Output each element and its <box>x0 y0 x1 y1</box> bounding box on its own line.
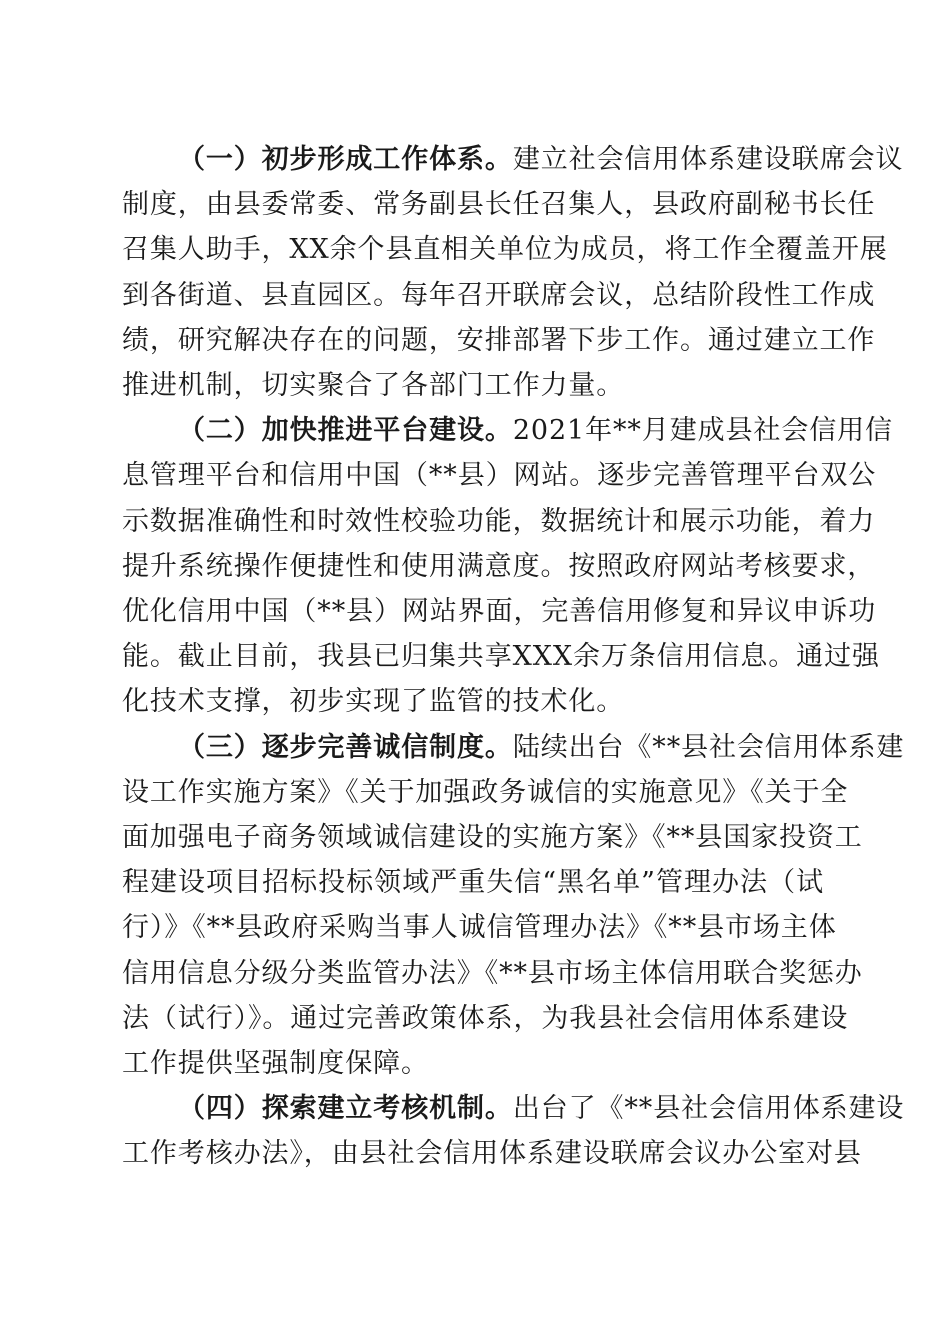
paragraph-3-integrity-system <box>122 725 905 1087</box>
text-line: 信用信息分级分类监管办法》《**县市场主体信用联合奖惩办 <box>122 957 863 989</box>
text-line: 程建设项目招标投标领域严重失信“黑名单”管理办法（试 <box>122 867 824 899</box>
text-line: 能。截止目前，我县已归集共享XXX余万条信用信息。通过强 <box>122 641 880 673</box>
text-line <box>122 725 905 770</box>
text-line: 绩，研究解决存在的问题，安排部署下步工作。通过建立工作 <box>122 324 876 356</box>
section-heading: （二）加快推进平台建设。 <box>178 415 513 447</box>
paragraph-1-work-system <box>122 137 904 408</box>
paragraph-2-platform <box>122 408 893 724</box>
text-line-rest: 2021年**月建成县社会信用信 <box>512 415 893 447</box>
text-line: 优化信用中国（**县）网站界面，完善信用修复和异议申诉功 <box>122 596 877 628</box>
text-line: 工作考核办法》，由县社会信用体系建设联席会议办公室对县 <box>122 1138 862 1170</box>
text-line-rest: 陆续出台《**县社会信用体系建 <box>512 731 905 763</box>
section-heading: （四）探索建立考核机制。 <box>178 1093 513 1125</box>
text-line: 提升系统操作便捷性和使用满意度。按照政府网站考核要求， <box>122 550 876 582</box>
text-line <box>122 1086 905 1131</box>
text-line: 设工作实施方案》《关于加强政务诚信的实施意见》《关于全 <box>122 776 849 808</box>
text-line: 召集人助手，XX余个县直相关单位为成员，将工作全覆盖开展 <box>122 234 888 266</box>
text-line: 推进机制，切实聚合了各部门工作力量。 <box>122 370 625 402</box>
text-line-rest: 出台了《**县社会信用体系建设 <box>512 1093 905 1125</box>
paragraph-4-assessment <box>122 1086 905 1176</box>
text-line-rest: 建立社会信用体系建设联席会议 <box>512 144 904 175</box>
section-heading: （三）逐步完善诚信制度。 <box>178 731 513 763</box>
text-line: 到各街道、县直园区。每年召开联席会议，总结阶段性工作成 <box>122 279 876 311</box>
document-page <box>122 137 905 1177</box>
text-line <box>122 408 893 453</box>
text-line: 息管理平台和信用中国（**县）网站。逐步完善管理平台双公 <box>122 460 877 492</box>
text-line: 工作提供坚强制度保障。 <box>122 1048 429 1080</box>
text-line: 法（试行）》。通过完善政策体系，为我县社会信用体系建设 <box>122 1002 849 1034</box>
text-line: 示数据准确性和时效性校验功能，数据统计和展示功能，着力 <box>122 505 876 537</box>
text-line <box>122 137 904 182</box>
section-heading: （一）初步形成工作体系。 <box>178 144 513 175</box>
text-line: 制度，由县委常委、常务副县长任召集人，县政府副秘书长任 <box>122 189 876 221</box>
text-line: 行）》《**县政府采购当事人诚信管理办法》《**县市场主体 <box>122 912 837 944</box>
text-line: 化技术支撑，初步实现了监管的技术化。 <box>122 686 625 718</box>
text-line: 面加强电子商务领域诚信建设的实施方案》《**县国家投资工 <box>122 822 863 854</box>
